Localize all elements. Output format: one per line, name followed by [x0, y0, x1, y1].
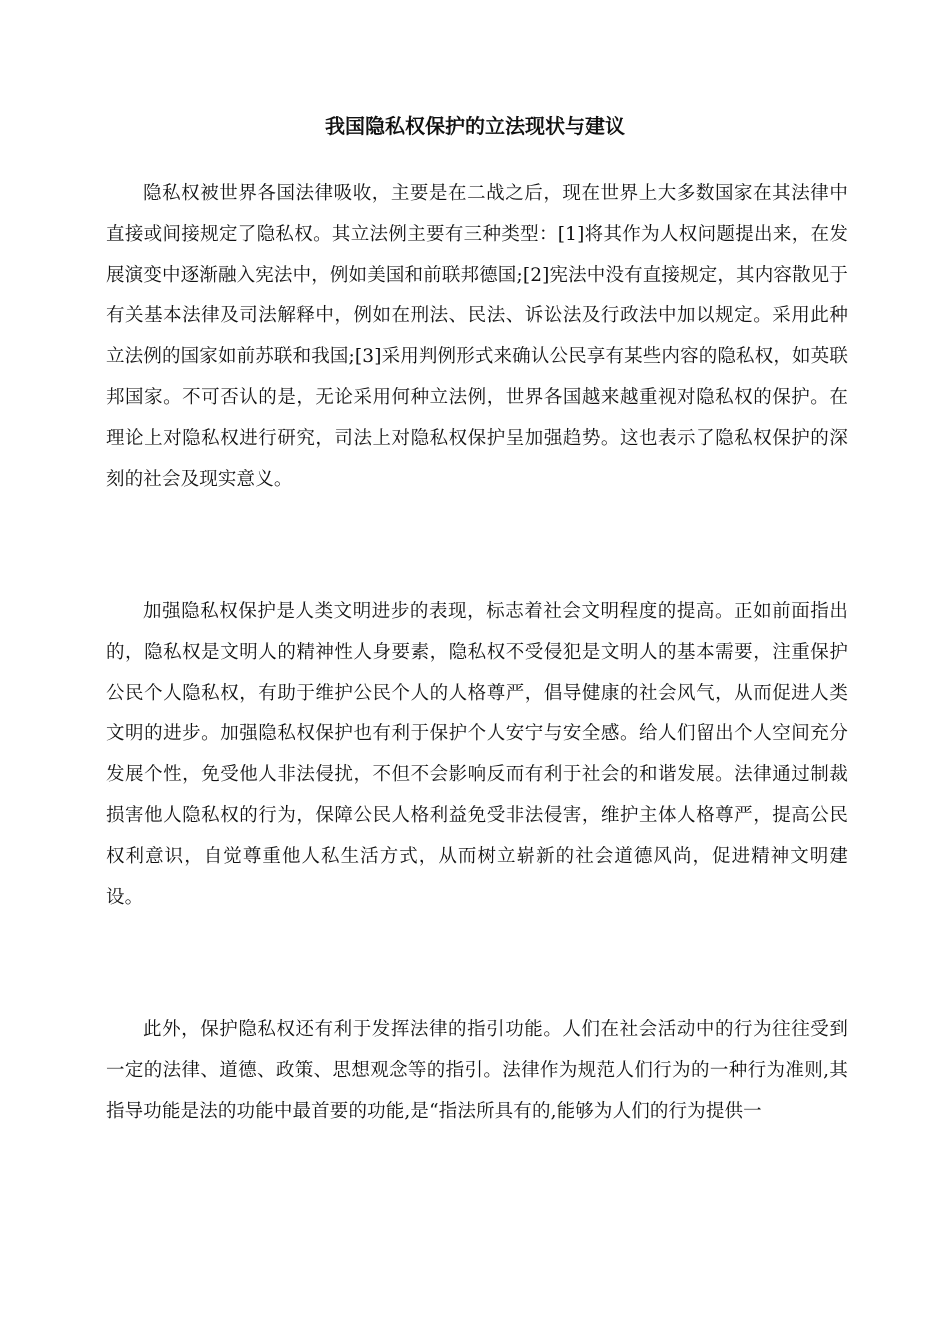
- paragraph-3: 此外，保护隐私权还有利于发挥法律的指引功能。人们在社会活动中的行为往往受到一定的法律、道德、政策、思想观念等的指引。法律作为规范人们行为的一种行为准则,其指导功能是法的功能中最首要的功能,是“指法所具有的,能够为人们的行为提供一: [106, 1019, 848, 1122]
- paragraph-2: 加强隐私权保护是人类文明进步的表现，标志着社会文明程度的提高。正如前面指出的，隐私权是文明人的精神性人身要素，隐私权不受侵犯是文明人的基本需要，注重保护公民个人隐私权，有助于维护公民个人的人格尊严，倡导健康的社会风气，从而促进人类文明的进步。加强隐私权保护也有利于保护个人安宁与安全感。给人们留出个人空间充分发展个性，免受他人非法侵扰，不但不会影响反而有利于社会的和谐发展。法律通过制裁损害他人隐私权的行为，保障公民人格利益免受非法侵害，维护主体人格尊严，提高公民权利意识，自觉尊重他人私生活方式，从而树立崭新的社会道德风尚，促进精神文明建设。: [106, 601, 848, 908]
- paragraph-1: 隐私权被世界各国法律吸收，主要是在二战之后，现在世界上大多数国家在其法律中直接或间接规定了隐私权。其立法例主要有三种类型：[1]将其作为人权问题提出来，在发展演变中逐渐融入宪法中，例如美国和前联邦德国;[2]宪法中没有直接规定，其内容散见于有关基本法律及司法解释中，例如在刑法、民法、诉讼法及行政法中加以规定。采用此种立法例的国家如前苏联和我国;[3]采用判例形式来确认公民享有某些内容的隐私权，如英联邦国家。不可否认的是，无论采用何种立法例，世界各国越来越重视对隐私权的保护。在理论上对隐私权进行研究，司法上对隐私权保护呈加强趋势。这也表示了隐私权保护的深刻的社会及现实意义。: [106, 183, 848, 490]
- document-title: 我国隐私权保护的立法现状与建议: [325, 114, 625, 138]
